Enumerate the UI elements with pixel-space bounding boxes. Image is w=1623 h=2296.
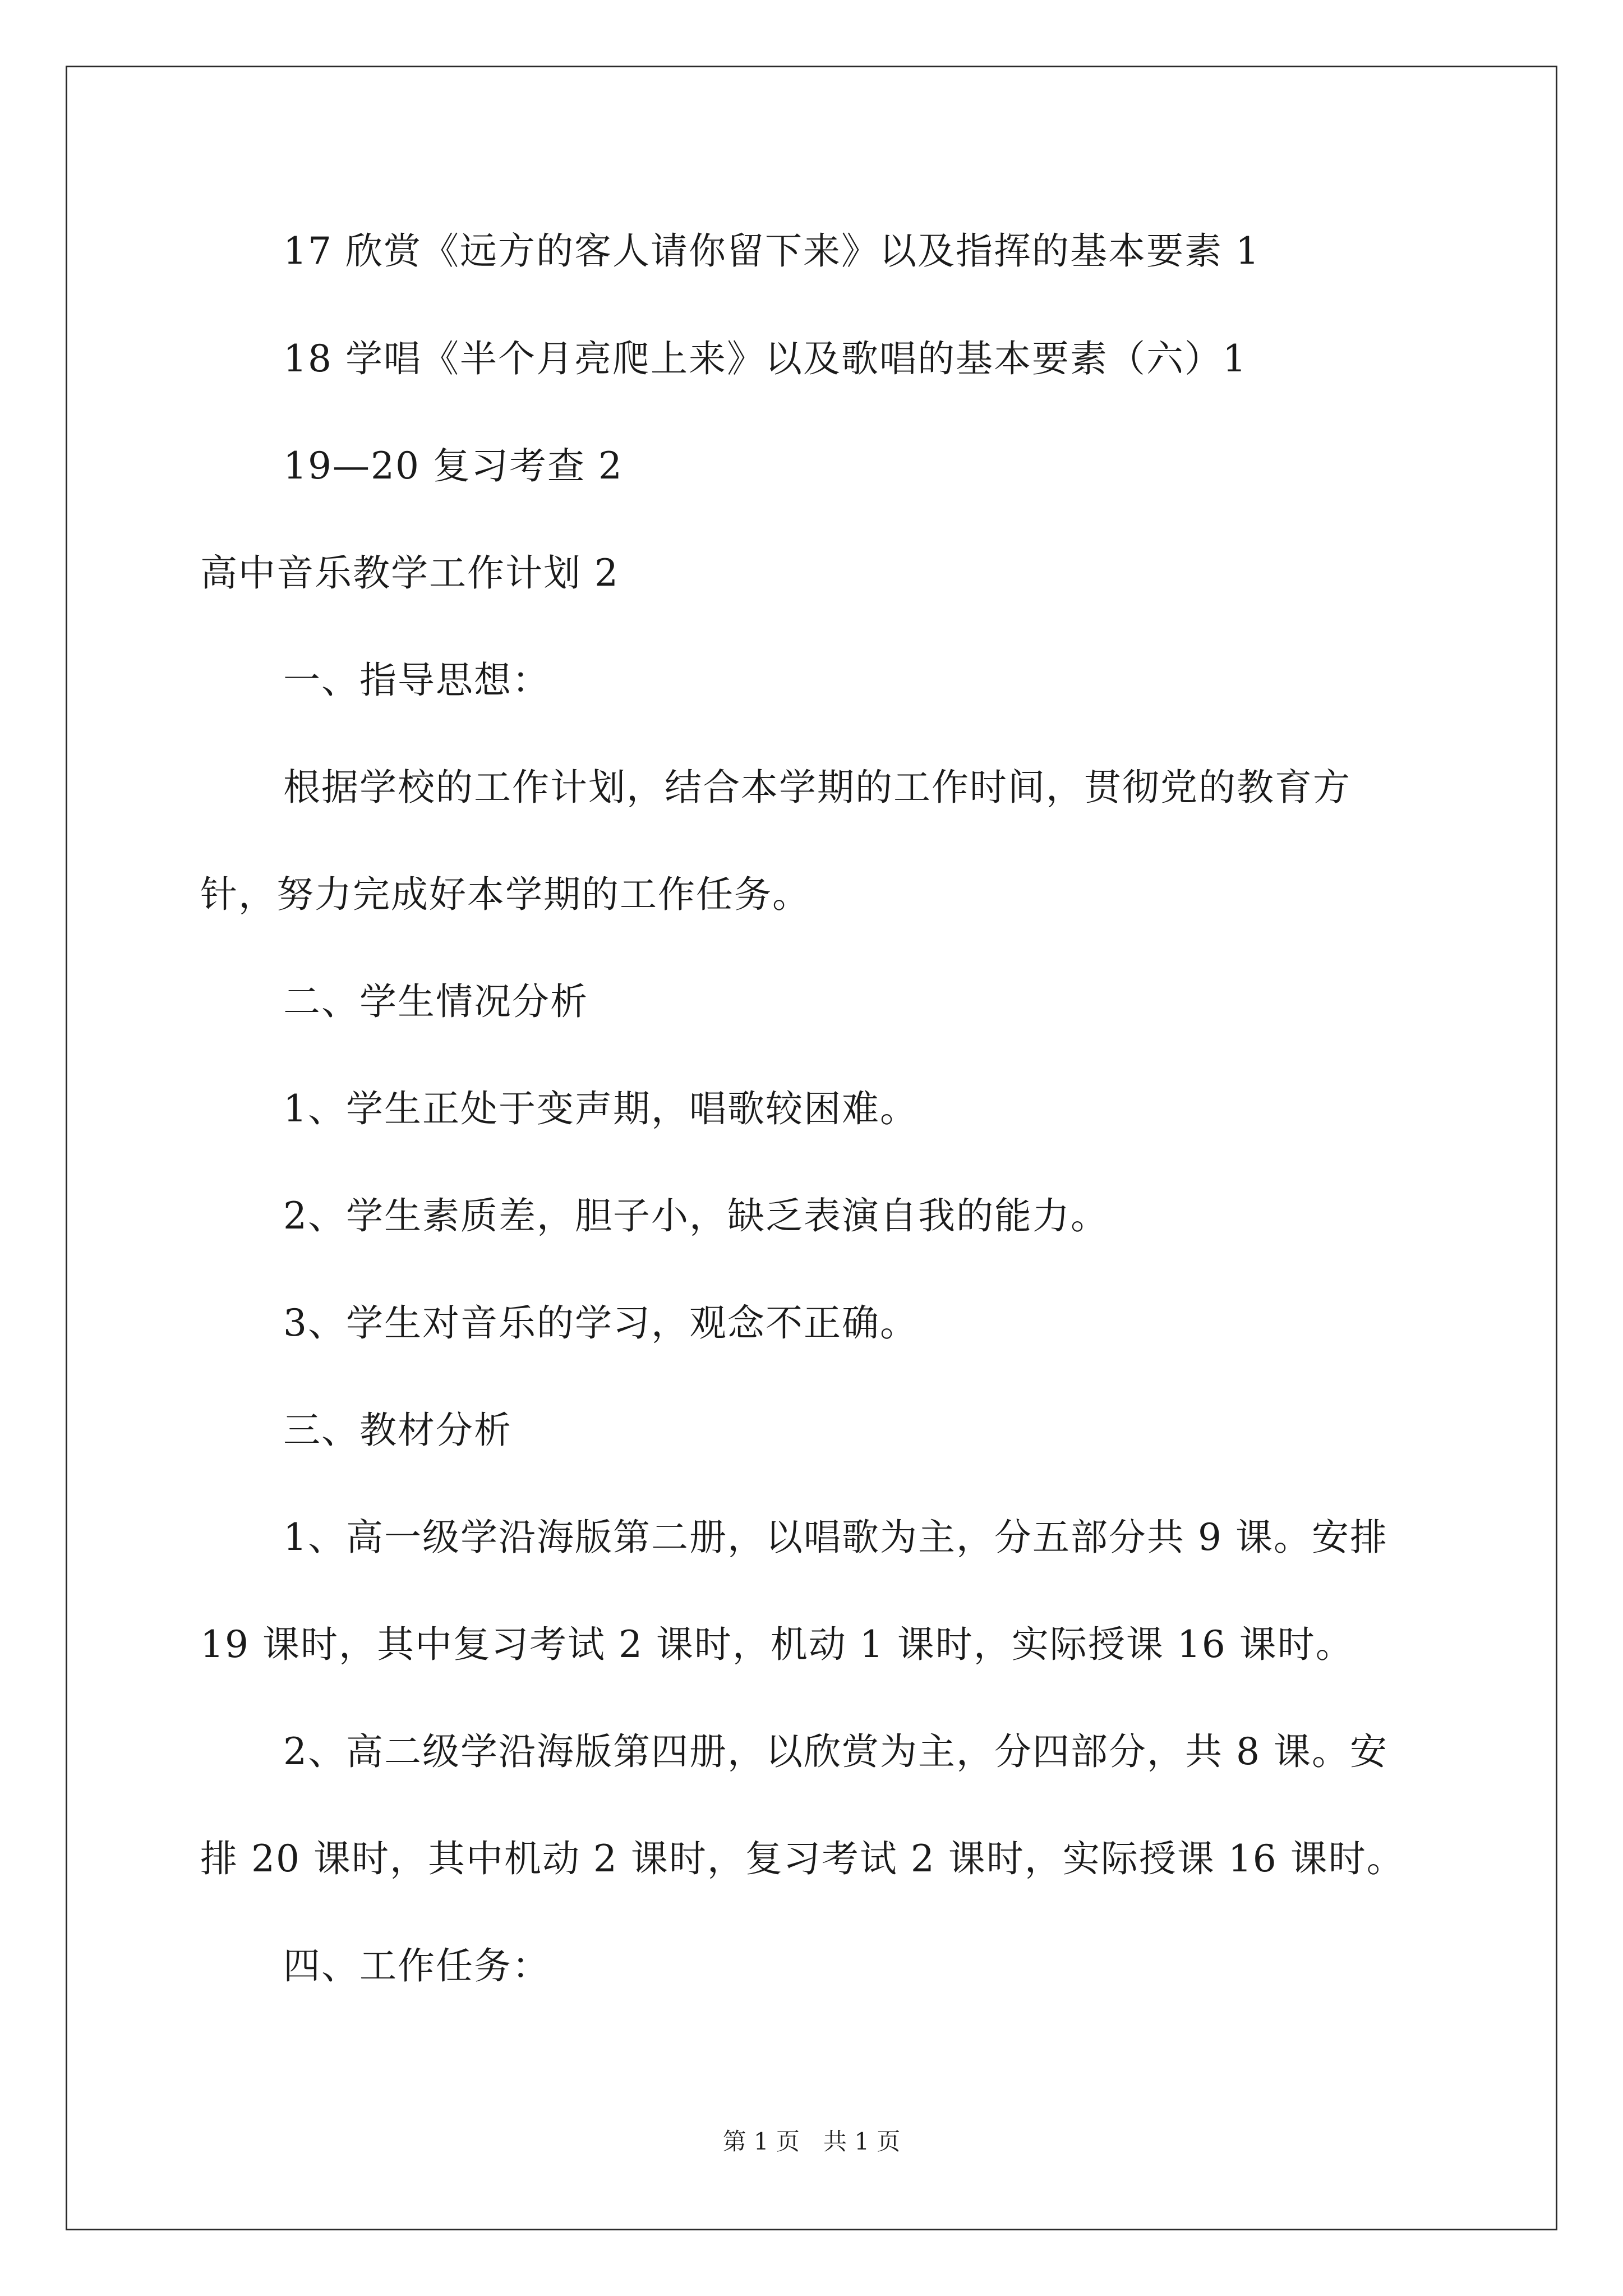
page-frame xyxy=(66,66,1557,2230)
lesson-17-line: 17 欣赏《远方的客人请你留下来》以及指挥的基本要素 1 xyxy=(283,229,1260,273)
section-1-heading: 一、指导思想： xyxy=(283,659,550,702)
list-item: 2、高二级学沿海版第四册，以欣赏为主，分四部分，共 8 课。安 xyxy=(283,1730,1388,1773)
section-2-heading: 二、学生情况分析 xyxy=(283,980,588,1023)
list-item-continuation: 排 20 课时，其中机动 2 课时，复习考试 2 课时，实际授课 16 课时。 xyxy=(200,1837,1405,1880)
section-3-heading: 三、教材分析 xyxy=(283,1409,512,1452)
page-footer: 第 1 页 共 1 页 xyxy=(722,2128,901,2155)
list-item: 1、高一级学沿海版第二册，以唱歌为主，分五部分共 9 课。安排 xyxy=(283,1516,1388,1559)
lesson-18-line: 18 学唱《半个月亮爬上来》以及歌唱的基本要素（六）1 xyxy=(283,337,1247,380)
lesson-19-20-line: 19—20 复习考查 2 xyxy=(283,444,623,487)
list-item-continuation: 19 课时，其中复习考试 2 课时，机动 1 课时，实际授课 16 课时。 xyxy=(200,1623,1354,1666)
list-item: 3、学生对音乐的学习，观念不正确。 xyxy=(283,1301,918,1345)
paragraph-line: 针，努力完成好本学期的工作任务。 xyxy=(200,873,810,916)
document-heading: 高中音乐教学工作计划 2 xyxy=(200,551,619,595)
list-item: 1、学生正处于变声期，唱歌较困难。 xyxy=(283,1087,918,1130)
list-item: 2、学生素质差，胆子小，缺乏表演自我的能力。 xyxy=(283,1194,1109,1237)
section-4-heading: 四、工作任务： xyxy=(283,1944,550,1987)
paragraph-line: 根据学校的工作计划，结合本学期的工作时间，贯彻党的教育方 xyxy=(283,766,1351,809)
